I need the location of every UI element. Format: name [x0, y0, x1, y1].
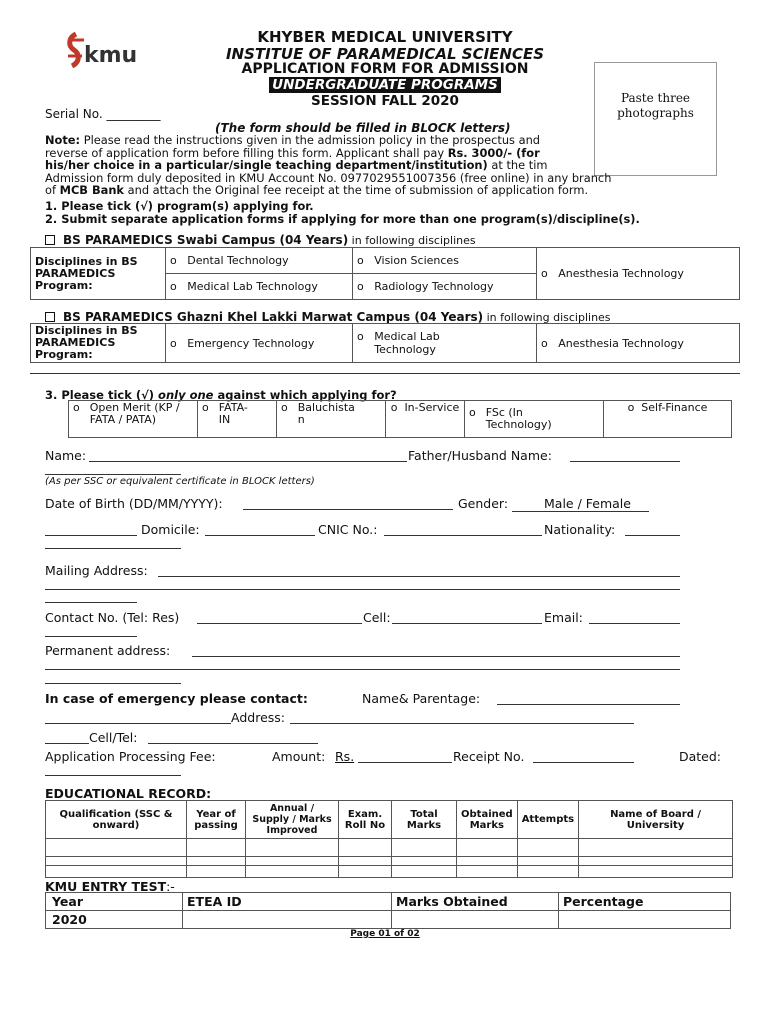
swabi-table [30, 247, 740, 300]
quota-heading: 3. Please tick (√) only one against which applying for? [45, 388, 397, 402]
table-row[interactable] [46, 839, 733, 857]
name-label: Name: [45, 448, 87, 463]
permanent-address-field[interactable] [192, 656, 680, 657]
celltel-field[interactable] [148, 743, 318, 744]
dated-label: Dated: [679, 749, 722, 764]
celltel-label: Cell/Tel: [89, 730, 138, 745]
header-marks-obtained: Marks Obtained [392, 893, 559, 911]
nationality-label: Nationality: [544, 522, 616, 537]
option-medical-lab-technology[interactable]: o Medical Lab Technology [166, 274, 353, 300]
quota-self-finance[interactable]: o Self-Finance [604, 401, 732, 438]
table-row[interactable] [46, 857, 733, 866]
cell-label: Cell: [363, 610, 391, 625]
nationality-field[interactable] [625, 535, 680, 536]
emergency-address-field[interactable] [290, 723, 634, 724]
mailing-address-field[interactable] [158, 576, 680, 577]
parentage-field-continued[interactable] [45, 723, 231, 724]
name-field-continued[interactable] [45, 474, 181, 475]
contact-label: Contact No. (Tel: Res) [45, 610, 180, 625]
table-row[interactable] [46, 866, 733, 878]
mailing-address-label: Mailing Address: [45, 563, 148, 578]
header-qualification: Qualification (SSC & onward) [46, 801, 187, 839]
quota-baluchistan[interactable]: o Baluchistan [277, 401, 386, 438]
header-percentage: Percentage [559, 893, 731, 911]
ghazni-heading: BS PARAMEDICS Ghazni Khel Lakki Marwat Campus (04 Years) in following disciplines [45, 310, 611, 324]
header-obtained-marks: Obtained Marks [457, 801, 518, 839]
quota-fata-in[interactable]: o FATA-IN [198, 401, 277, 438]
option-anesthesia-technology[interactable]: o Anesthesia Technology [537, 324, 740, 363]
ghazni-row-label: Disciplines in BS PARAMEDICS Program: [31, 324, 166, 363]
option-radiology-technology[interactable]: o Radiology Technology [353, 274, 537, 300]
form-title: APPLICATION FORM FOR ADMISSION [241, 61, 529, 77]
email-field[interactable] [589, 623, 680, 624]
fee-label: Application Processing Fee: [45, 749, 216, 764]
header-year: Year of passing [187, 801, 246, 839]
gender-label: Gender: [458, 496, 509, 511]
mailing-address-field-3[interactable] [45, 602, 137, 603]
photo-box: Paste three photographs [594, 62, 717, 176]
permanent-address-field-2[interactable] [45, 669, 680, 670]
gender-options[interactable]: Male / Female [512, 496, 649, 512]
institute-title: INSTITUE OF PARAMEDICAL SCIENCES [225, 45, 545, 63]
receipt-label: Receipt No. [453, 749, 525, 764]
block-letters-note: (The form should be filled in BLOCK letters) [215, 121, 511, 135]
celltel-field-prefix[interactable] [45, 743, 89, 744]
education-heading: EDUCATIONAL RECORD: [45, 786, 212, 801]
header-year: Year [46, 893, 183, 911]
email-label: Email: [544, 610, 583, 625]
parentage-field[interactable] [497, 704, 680, 705]
programs-title: UNDERGRADUATE PROGRAMS [0, 77, 770, 93]
parentage-label: Name& Parentage: [362, 691, 481, 706]
marks-obtained-field[interactable] [392, 911, 559, 929]
domicile-field[interactable] [205, 535, 315, 536]
checkbox-icon [45, 235, 55, 245]
cnic-label: CNIC No.: [318, 522, 378, 537]
header-annual: Annual / Supply / Marks Improved [246, 801, 339, 839]
amount-label: Amount: [272, 749, 326, 764]
university-title: KHYBER MEDICAL UNIVERSITY [257, 28, 513, 46]
quota-fsc[interactable]: o FSc (In Technology) [465, 401, 604, 438]
nationality-field-continued[interactable] [45, 548, 181, 549]
name-field[interactable] [89, 461, 407, 462]
cnic-field[interactable] [384, 535, 542, 536]
dob-field[interactable] [243, 509, 453, 510]
instruction-2: 2. Submit separate application forms if applying for more than one program(s)/discipline(s). [45, 212, 640, 226]
rs-label: Rs. [335, 749, 355, 764]
header-board: Name of Board / University [579, 801, 733, 839]
permanent-address-field-3[interactable] [45, 683, 181, 684]
cell-field[interactable] [392, 623, 542, 624]
quota-in-service[interactable]: o In-Service [386, 401, 465, 438]
email-field-continued[interactable] [45, 636, 137, 637]
education-table [45, 800, 733, 878]
option-emergency-technology[interactable]: o Emergency Technology [166, 324, 353, 363]
emergency-contact-label: In case of emergency please contact: [45, 691, 308, 706]
option-vision-sciences[interactable]: o Vision Sciences [353, 248, 537, 274]
dob-field-continued[interactable] [45, 535, 137, 536]
contact-field[interactable] [197, 623, 362, 624]
father-name-field[interactable] [570, 461, 680, 462]
note-paragraph: Note: Please read the instructions given in the admission policy in the prospectus and reverse of application form before filling this form. Applicant shall pay Rs. 3000/- (for his/her choice in a particular/single teaching department/institution) at the tim Admission form duly deposited in KMU Account No. 0977029551007356 (free online) in any branch of MCB Bank and attach the Original fee receipt at the time of submission of application form. [45, 133, 612, 197]
dated-field[interactable] [45, 775, 181, 776]
entry-test-heading: KMU ENTRY TEST:- [45, 879, 175, 894]
swabi-heading: BS PARAMEDICS Swabi Campus (04 Years) in following disciplines [45, 233, 476, 247]
page-number: Page 01 of 02 [350, 929, 420, 939]
serial-number: Serial No. _________ [45, 107, 161, 121]
option-anesthesia-technology[interactable]: o Anesthesia Technology [537, 248, 740, 300]
header-attempts: Attempts [517, 801, 578, 839]
receipt-field[interactable] [533, 762, 634, 763]
option-dental-technology[interactable]: o Dental Technology [166, 248, 353, 274]
year-value: 2020 [46, 911, 183, 929]
quota-open-merit[interactable]: o Open Merit (KP / FATA / PATA) [69, 401, 198, 438]
svg-text:kmu: kmu [84, 43, 138, 68]
option-medical-lab-technology[interactable]: o Medical Lab Technology [353, 324, 537, 363]
domicile-label: Domicile: [141, 522, 200, 537]
dob-label: Date of Birth (DD/MM/YYYY): [45, 496, 223, 511]
etea-id-field[interactable] [183, 911, 392, 929]
checkbox-icon [45, 312, 55, 322]
father-name-label: Father/Husband Name: [408, 448, 552, 463]
instruction-1: 1. Please tick (√) program(s) applying for. [45, 199, 314, 213]
header-total-marks: Total Marks [392, 801, 457, 839]
swabi-row-label: Disciplines in BS PARAMEDICS Program: [31, 248, 166, 300]
permanent-address-label: Permanent address: [45, 643, 171, 658]
quota-table [68, 400, 732, 438]
mailing-address-field-2[interactable] [45, 589, 680, 590]
percentage-field[interactable] [559, 911, 731, 929]
header-etea-id: ETEA ID [183, 893, 392, 911]
section-divider [30, 373, 740, 374]
ghazni-table [30, 323, 740, 363]
session-title: SESSION FALL 2020 [311, 93, 459, 109]
header-roll-no: Exam. Roll No [339, 801, 392, 839]
entry-test-table [45, 892, 731, 929]
address-label: Address: [231, 710, 285, 725]
as-per-note: (As per SSC or equivalent certificate in BLOCK letters) [45, 476, 315, 487]
amount-field[interactable] [358, 762, 452, 763]
